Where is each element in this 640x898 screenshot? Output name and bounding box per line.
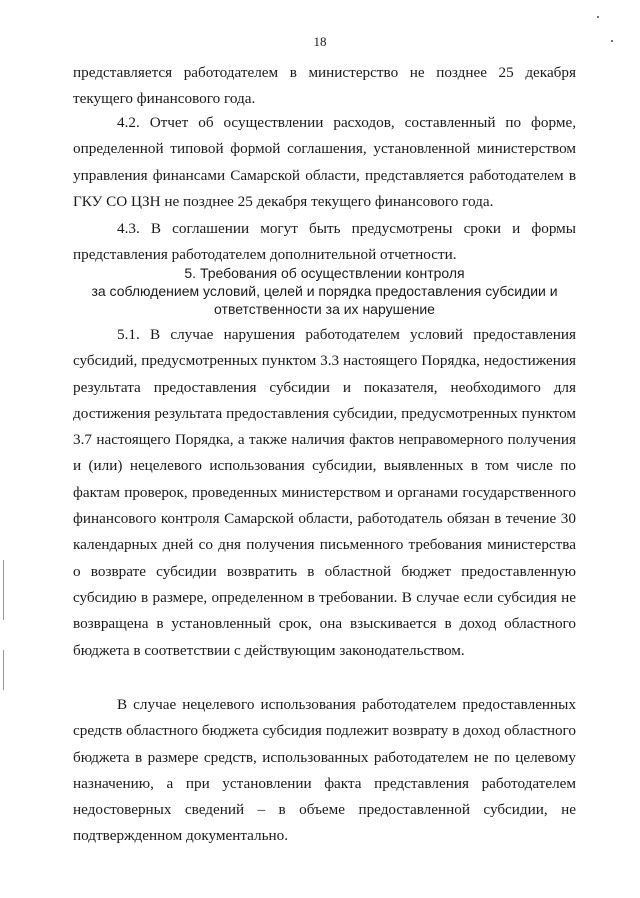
section-heading-line: 5. Требования об осуществлении контроля [184, 265, 465, 281]
paragraph-text: В случае нецелевого использования работодателем предоставленных средств областного бюджета субсидия подлежит возврату в доход областного бюджета в размере средств, использованных работодателем не по целевому назначению, а при установлении факта представления работодателем недостоверных сведений – в объеме предоставленной субсидии, не подтвержденном документально. [73, 696, 576, 845]
paragraph-4-2 [73, 110, 576, 215]
paragraph-5-1 [73, 322, 576, 664]
paragraph-text: 4.3. В соглашении могут быть предусмотрены сроки и формы представления работодателем дополнительной отчетности. [73, 220, 576, 264]
section-heading-line: ответственности за их нарушение [214, 301, 435, 317]
page-number: 18 [313, 34, 327, 49]
scan-speck [611, 40, 613, 42]
paragraph-misuse [73, 692, 576, 850]
paragraph-continuation [73, 60, 576, 113]
paragraph-text: 5.1. В случае нарушения работодателем условий предоставления субсидий, предусмотренных пунктом 3.3 настоящего Порядка, недостижения результата предоставления субсидии и показателя, необходимого для достижения результата предоставления субсидии, предусмотренных пунктом 3.7 настоящего Порядка, а также наличия фактов неправомерного получения и (или) нецелевого использования субсидии, выявленных в том числе по фактам проверок, проведенных министерством и органами государственного финансового контроля Самарской области, работодатель обязан в течение 30 календарных дней со дня получения письменного требования министерства о возврате субсидии возвратить в областной бюджет предоставленную субсидию в размере, определенном в требовании. В случае если субсидия не возвращена в установленный срок, она взыскивается в доход областного бюджета в соответствии с действующим законодательством. [73, 326, 576, 659]
paragraph-text: представляется работодателем в министерство не позднее 25 декабря текущего финансового года. [73, 64, 576, 108]
scan-speck [597, 16, 599, 18]
paragraph-4-3 [73, 216, 576, 269]
scan-margin-mark [3, 650, 4, 690]
section-heading [73, 264, 576, 318]
section-heading-line: за соблюдением условий, целей и порядка предоставления субсидии и [91, 283, 558, 299]
paragraph-text: 4.2. Отчет об осуществлении расходов, составленный по форме, определенной типовой формой соглашения, установленной министерством управления финансами Самарской области, представляется работодателем в ГКУ СО ЦЗН не позднее 25 декабря текущего финансового года. [73, 114, 576, 210]
scan-margin-mark [3, 560, 4, 620]
